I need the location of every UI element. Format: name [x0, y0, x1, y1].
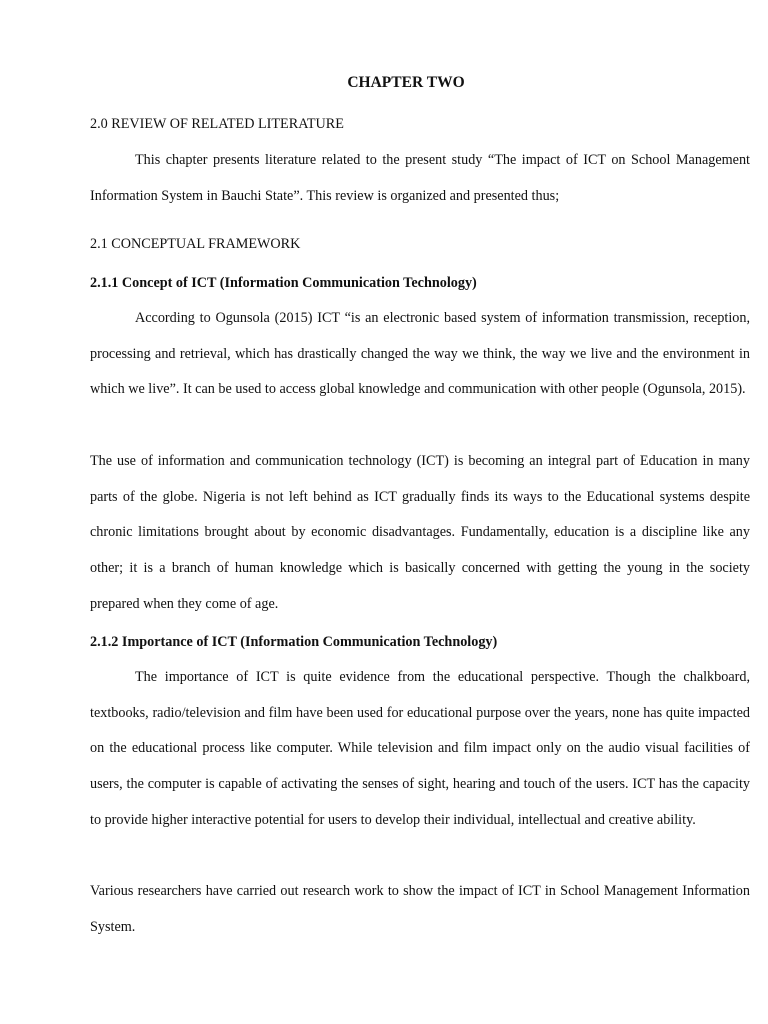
concept-of-ict-heading: 2.1.1 Concept of ICT (Information Communication Technology)	[90, 275, 477, 291]
concept-paragraph-2: The use of information and communication technology (ICT) is becoming an integral part of Education in many parts of the globe. Nigeria is not left behind as ICT gradually finds its ways to the Educational systems despite chronic limitations brought about by economic disadvantages. Fundamentally, education is a discipline like any other; it is a branch of human knowledge which is basically concerned with getting the young in the society prepared when they come of age.	[90, 453, 750, 612]
importance-paragraph-2: Various researchers have carried out research work to show the impact of ICT in School Management Information System.	[90, 883, 750, 935]
importance-of-ict-heading: 2.1.2 Importance of ICT (Information Communication Technology)	[90, 634, 498, 650]
intro-paragraph: This chapter presents literature related to the present study “The impact of ICT on School Management Information System in Bauchi State”. This review is organized and presented thus;	[90, 152, 750, 204]
section-heading: 2.0 REVIEW OF RELATED LITERATURE	[90, 116, 344, 132]
conceptual-framework-heading: 2.1 CONCEPTUAL FRAMEWORK	[90, 236, 301, 252]
importance-paragraph-1: The importance of ICT is quite evidence from the educational perspective. Though the chalkboard, textbooks, radio/television and film have been used for educational purpose over the years, none has quite impacted on the educational process like computer. While television and film impact only on the audio visual facilities of users, the computer is capable of activating the senses of sight, hearing and touch of the users. ICT has the capacity to provide higher interactive potential for users to develop their individual, intellectual and creative ability.	[90, 669, 750, 828]
concept-paragraph-1: According to Ogunsola (2015) ICT “is an electronic based system of information transmission, reception, processing and retrieval, which has drastically changed the way we think, the way we live and the environment in which we live”. It can be used to access global knowledge and communication with other people (Ogunsola, 2015).	[90, 310, 750, 398]
chapter-title: CHAPTER TWO	[347, 74, 465, 91]
